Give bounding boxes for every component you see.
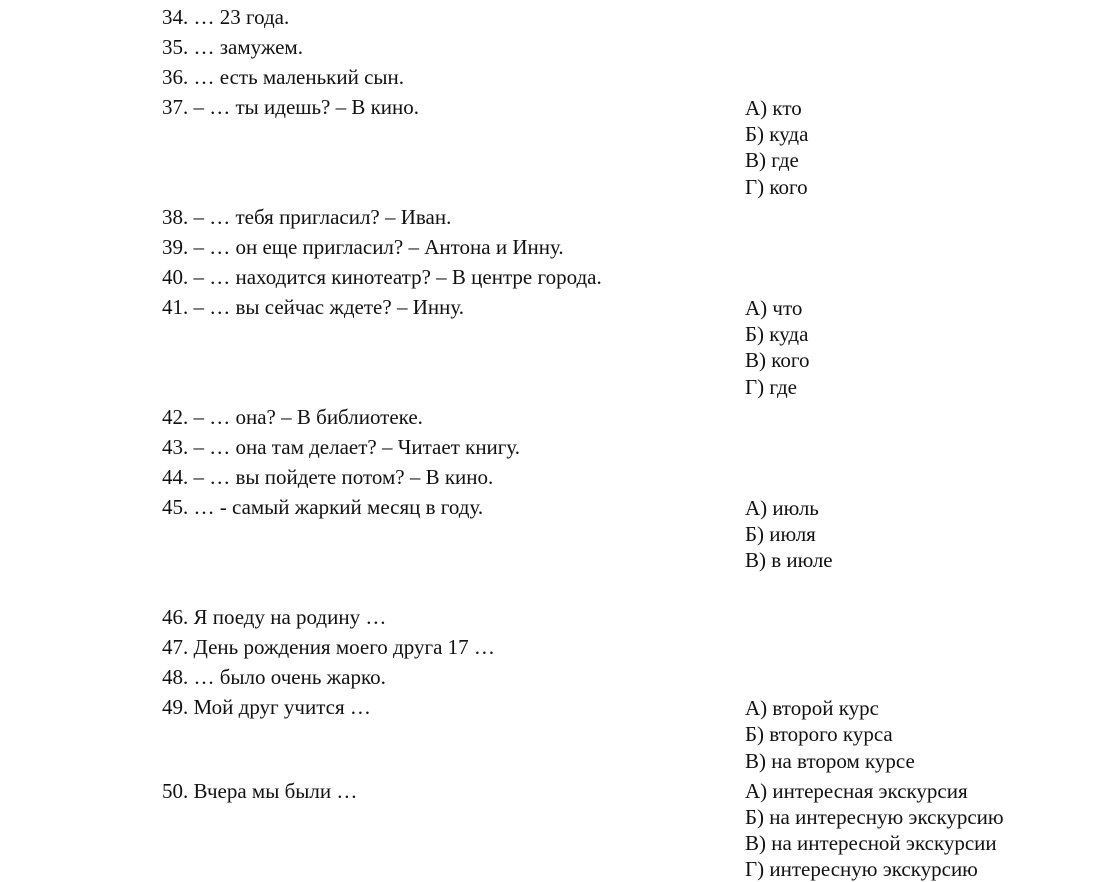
- option-49-c: В) на втором курсе: [745, 749, 915, 773]
- option-37-d: Г) кого: [745, 175, 808, 199]
- option-50-b: Б) на интересную экскурсию: [745, 805, 1004, 829]
- option-50-a: А) интересная экскурсия: [745, 779, 968, 803]
- option-37-b: Б) куда: [745, 122, 809, 146]
- question-45: 45. … - самый жаркий месяц в году.: [162, 495, 484, 519]
- option-50-d: Г) интересную экскурсию: [745, 857, 978, 881]
- option-41-b: Б) куда: [745, 322, 809, 346]
- question-41: 41. – … вы сейчас ждете? – Инну.: [162, 295, 464, 319]
- option-50-c: В) на интересной экскурсии: [745, 831, 997, 855]
- question-34: 34. … 23 года.: [162, 5, 290, 29]
- question-35: 35. … замужем.: [162, 35, 303, 59]
- option-49-b: Б) второго курса: [745, 722, 893, 746]
- question-44: 44. – … вы пойдете потом? – В кино.: [162, 465, 494, 489]
- question-50: 50. Вчера мы были …: [162, 779, 358, 803]
- question-42: 42. – … она? – В библиотеке.: [162, 405, 423, 429]
- option-45-c: В) в июле: [745, 548, 833, 572]
- option-37-c: В) где: [745, 148, 799, 172]
- option-49-a: А) второй курс: [745, 696, 879, 720]
- option-45-a: А) июль: [745, 496, 819, 520]
- option-37-a: А) кто: [745, 96, 802, 120]
- question-37: 37. – … ты идешь? – В кино.: [162, 95, 420, 119]
- option-41-d: Г) где: [745, 375, 797, 399]
- option-41-a: А) что: [745, 296, 803, 320]
- question-47: 47. День рождения моего друга 17 …: [162, 635, 495, 659]
- question-39: 39. – … он еще пригласил? – Антона и Инну.: [162, 235, 564, 259]
- option-41-c: В) кого: [745, 348, 810, 372]
- question-48: 48. … было очень жарко.: [162, 665, 386, 689]
- question-36: 36. … есть маленький сын.: [162, 65, 405, 89]
- question-49: 49. Мой друг учится …: [162, 695, 371, 719]
- question-43: 43. – … она там делает? – Читает книгу.: [162, 435, 521, 459]
- question-38: 38. – … тебя пригласил? – Иван.: [162, 205, 452, 229]
- option-45-b: Б) июля: [745, 522, 816, 546]
- question-46: 46. Я поеду на родину …: [162, 605, 387, 629]
- question-40: 40. – … находится кинотеатр? – В центре города.: [162, 265, 602, 289]
